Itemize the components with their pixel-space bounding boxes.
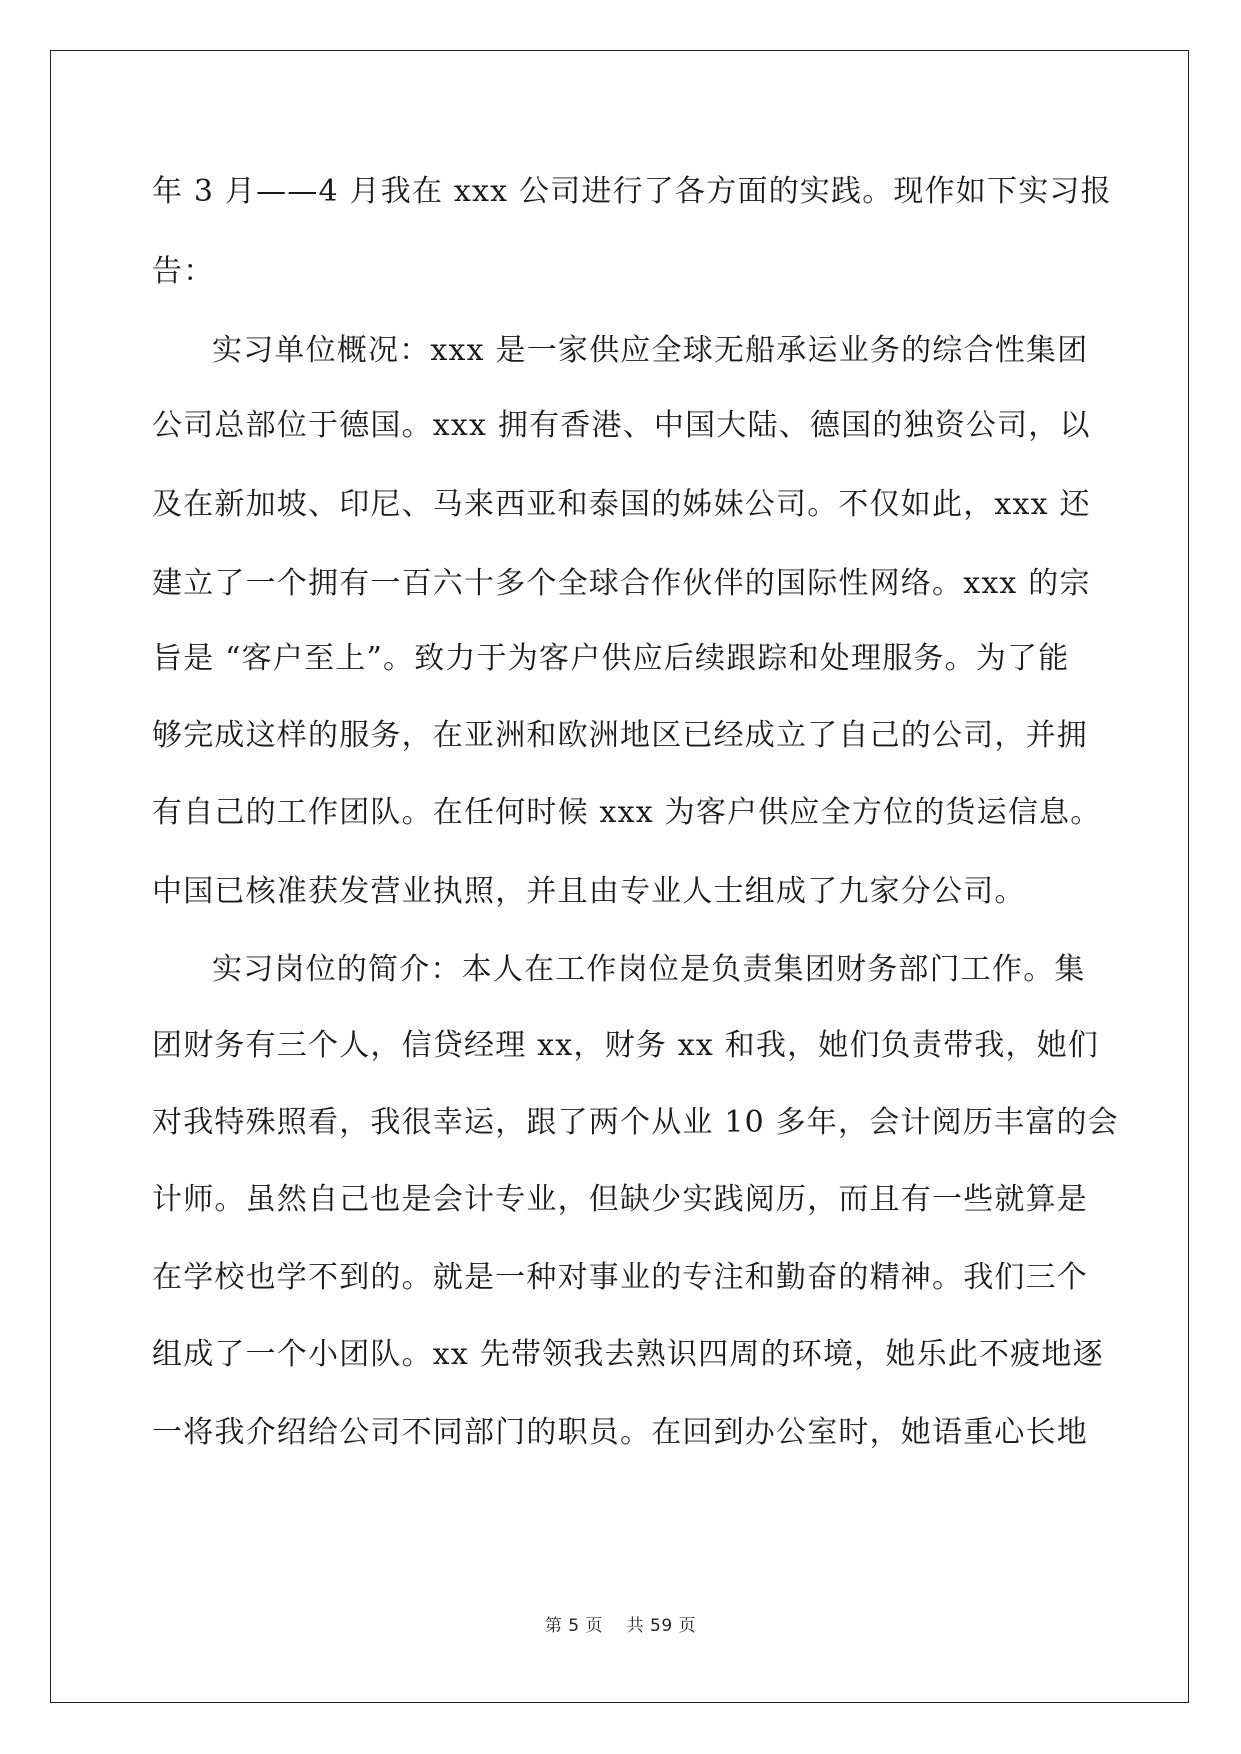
page-footer bbox=[0, 1615, 1241, 1637]
text-line: 计师。虽然自己也是会计专业，但缺少实践阅历，而且有一些就算是 bbox=[152, 1182, 1088, 1217]
text-line-paragraph-start: 实习单位概况：xxx 是一家供应全球无船承运业务的综合性集团 bbox=[212, 333, 1089, 368]
text-line: 旨是 “客户至上”。致力于为客户供应后续跟踪和处理服务。为了能 bbox=[152, 641, 1070, 676]
text-line: 团财务有三个人，信贷经理 xx，财务 xx 和我，她们负责带我，她们 bbox=[152, 1028, 1100, 1063]
text-line: 建立了一个拥有一百六十多个全球合作伙伴的国际性网络。xxx 的宗 bbox=[152, 566, 1091, 601]
text-line: 在学校也学不到的。就是一种对事业的专注和勤奋的精神。我们三个 bbox=[152, 1260, 1088, 1295]
text-line: 及在新加坡、印尼、马来西亚和泰国的姊妹公司。不仅如此，xxx 还 bbox=[152, 487, 1091, 522]
text-line: 对我特殊照看，我很幸运，跟了两个从业 10 多年，会计阅历丰富的会 bbox=[152, 1105, 1119, 1140]
text-line: 公司总部位于德国。xxx 拥有香港、中国大陆、德国的独资公司，以 bbox=[152, 408, 1091, 443]
text-line: 够完成这样的服务，在亚洲和欧洲地区已经成立了自己的公司，并拥 bbox=[152, 718, 1088, 753]
text-line-paragraph-start: 实习岗位的简介：本人在工作岗位是负责集团财务部门工作。集 bbox=[212, 952, 1086, 987]
text-line: 年 3 月——4 月我在 xxx 公司进行了各方面的实践。现作如下实习报 bbox=[152, 174, 1112, 209]
text-line: 一将我介绍给公司不同部门的职员。在回到办公室时，她语重心长地 bbox=[152, 1415, 1088, 1450]
page-total: 共 59 页 bbox=[626, 1616, 697, 1636]
page-number: 第 5 页 bbox=[544, 1616, 604, 1636]
text-line: 组成了一个小团队。xx 先带领我去熟识四周的环境，她乐此不疲地逐 bbox=[152, 1337, 1104, 1372]
text-line: 有自己的工作团队。在任何时候 xxx 为客户供应全方位的货运信息。 bbox=[152, 795, 1102, 830]
text-line: 告： bbox=[152, 254, 215, 289]
text-line: 中国已核准获发营业执照，并且由专业人士组成了九家分公司。 bbox=[152, 874, 1026, 909]
